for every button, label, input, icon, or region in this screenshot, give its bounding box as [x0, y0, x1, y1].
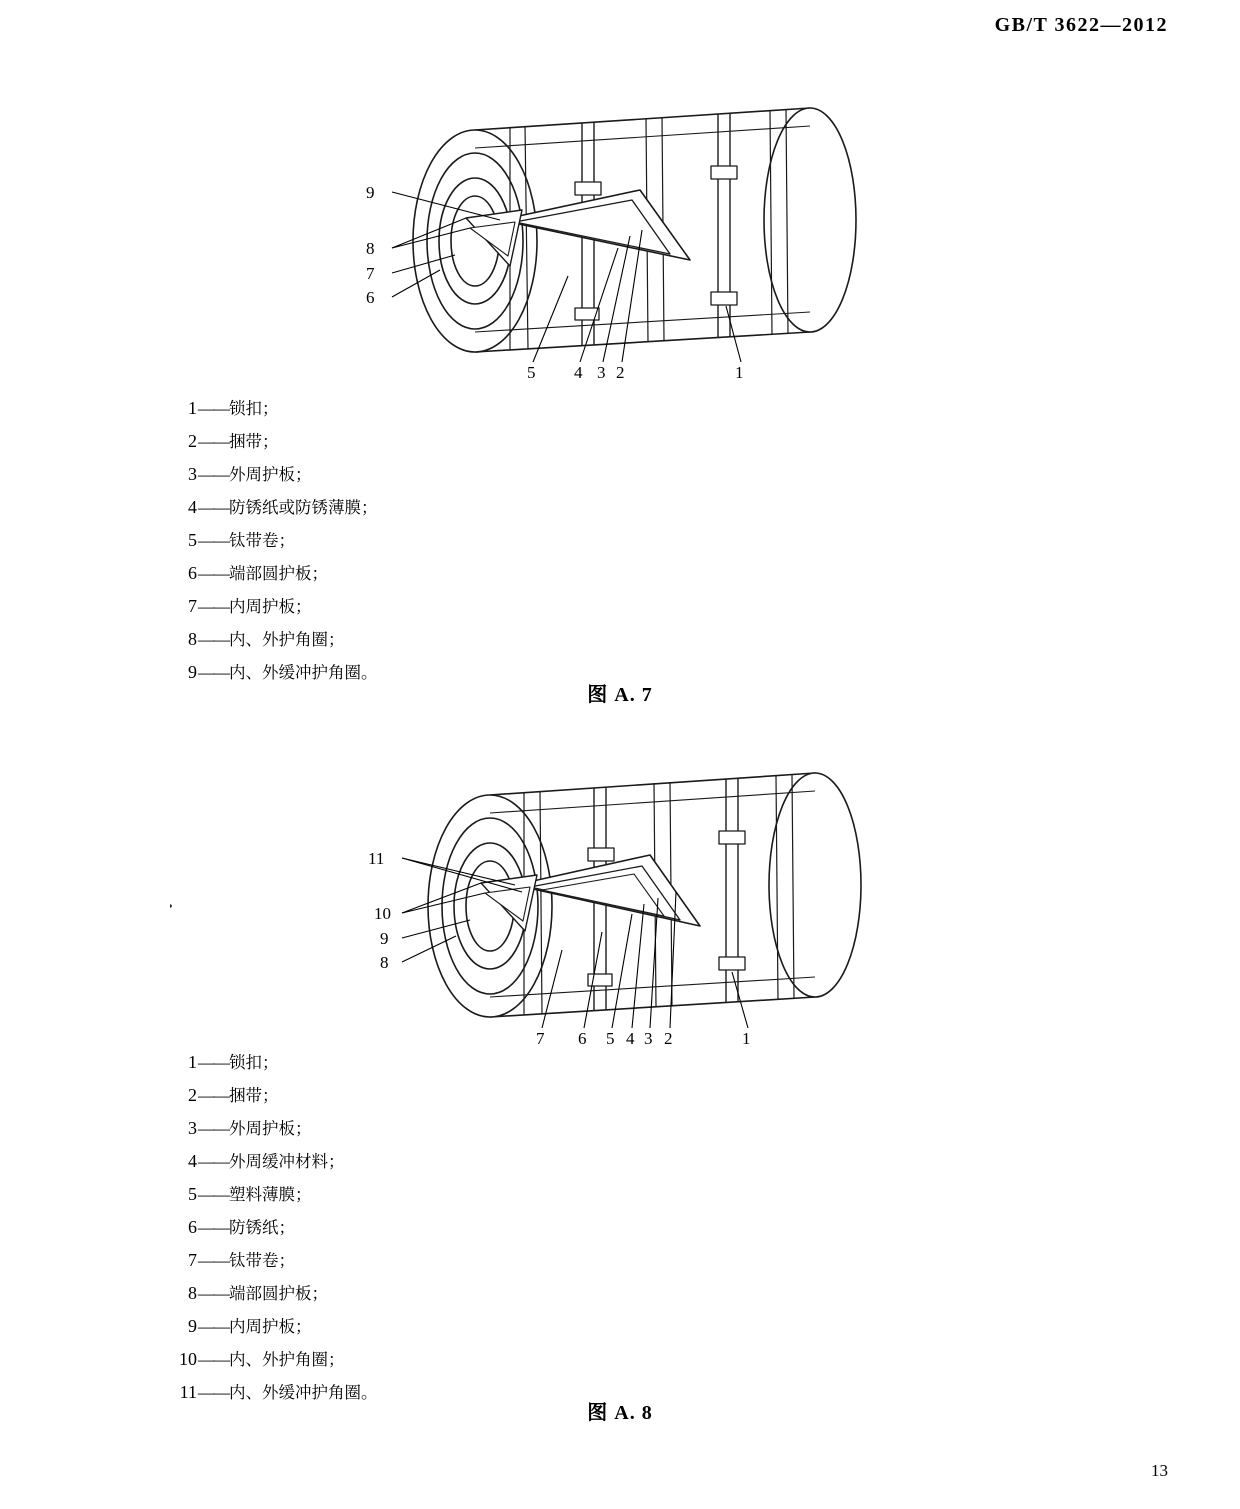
figure-a8-callout-8: 8 [380, 953, 389, 972]
legend-item: 5——塑料薄膜； [175, 1178, 378, 1211]
figure-a7-caption: 图 A. 7 [587, 684, 653, 706]
legend-number: 9 [188, 662, 197, 682]
figure-a7-block [0, 70, 1240, 390]
figure-a8-callout-10: 10 [374, 904, 391, 923]
legend-number: 4 [188, 1151, 197, 1171]
figure-a7-callout-5: 5 [527, 363, 536, 382]
figure-a7-legend [175, 392, 378, 689]
figure-a8-callout-7: 7 [536, 1029, 545, 1048]
legend-number: 1 [188, 1052, 197, 1072]
legend-label: 外周缓冲材料； [229, 1152, 345, 1171]
legend-number: 5 [188, 530, 197, 550]
figure-a8-caption: 图 A. 8 [587, 1402, 653, 1424]
figure-a7-illustration [170, 70, 1070, 390]
legend-item: 9——内、外缓冲护角圈。 [175, 656, 378, 689]
figure-a7-callout-7: 7 [366, 264, 375, 283]
legend-number: 8 [188, 1283, 197, 1303]
figure-a8-callout-6: 6 [578, 1029, 587, 1048]
figure-a8-callout-9: 9 [380, 929, 389, 948]
figure-a7-callout-1: 1 [735, 363, 744, 382]
legend-number: 3 [188, 464, 197, 484]
legend-number: 6 [188, 1217, 197, 1237]
figure-a8-legend [175, 1046, 378, 1409]
legend-label: 内周护板； [229, 1317, 312, 1336]
legend-item: 2——捆带； [175, 425, 378, 458]
legend-label: 防锈纸或防锈薄膜； [229, 498, 378, 517]
figure-a8-illustration [170, 740, 1070, 1060]
figure-a7-callout-2: 2 [616, 363, 625, 382]
figure-a7-callout-8: 8 [366, 239, 375, 258]
legend-label: 端部圆护板； [229, 1284, 328, 1303]
legend-item: 8——内、外护角圈； [175, 623, 378, 656]
figure-a7-callout-3: 3 [597, 363, 606, 382]
legend-item: 8——端部圆护板； [175, 1277, 378, 1310]
page-number: 13 [1151, 1461, 1168, 1480]
legend-label: 钛带卷； [229, 531, 295, 550]
figure-a8-callout-5: 5 [606, 1029, 615, 1048]
legend-item: 1——锁扣； [175, 392, 378, 425]
figure-a7-callout-9: 9 [366, 183, 375, 202]
figure-a8-callout-4: 4 [626, 1029, 635, 1048]
legend-item: 4——外周缓冲材料； [175, 1145, 378, 1178]
legend-label: 防锈纸； [229, 1218, 295, 1237]
figure-a8-callout-11: 11 [368, 849, 385, 868]
legend-label: 内周护板； [229, 597, 312, 616]
legend-number: 2 [188, 1085, 197, 1105]
legend-number: 3 [188, 1118, 197, 1138]
legend-number: 4 [188, 497, 197, 517]
legend-item: 2——捆带； [175, 1079, 378, 1112]
legend-item: 9——内周护板； [175, 1310, 378, 1343]
legend-item: 7——钛带卷； [175, 1244, 378, 1277]
legend-label: 外周护板； [229, 465, 312, 484]
legend-number: 1 [188, 398, 197, 418]
legend-label: 塑料薄膜； [229, 1185, 312, 1204]
figure-a8-block [0, 740, 1240, 1060]
legend-item: 4——防锈纸或防锈薄膜； [175, 491, 378, 524]
legend-item: 3——外周护板； [175, 458, 378, 491]
legend-number: 7 [188, 596, 197, 616]
figure-a8-callout-2: 2 [664, 1029, 673, 1048]
legend-label: 锁扣； [229, 1053, 279, 1072]
figure-a7-callout-6: 6 [366, 288, 375, 307]
legend-label: 锁扣； [229, 399, 279, 418]
legend-label: 端部圆护板； [229, 564, 328, 583]
legend-number: 2 [188, 431, 197, 451]
legend-number: 11 [179, 1382, 197, 1402]
figure-a8-callout-1: 1 [742, 1029, 751, 1048]
legend-label: 捆带； [229, 1086, 279, 1105]
legend-label: 外周护板； [229, 1119, 312, 1138]
legend-label: 内、外缓冲护角圈。 [229, 1383, 378, 1402]
legend-label: 内、外护角圈； [229, 1350, 345, 1369]
legend-number: 10 [179, 1349, 197, 1369]
legend-item: 10——内、外护角圈； [175, 1343, 378, 1376]
legend-number: 8 [188, 629, 197, 649]
legend-item: 7——内周护板； [175, 590, 378, 623]
legend-item: 11——内、外缓冲护角圈。 [175, 1376, 378, 1409]
legend-label: 内、外缓冲护角圈。 [229, 663, 378, 682]
legend-number: 5 [188, 1184, 197, 1204]
legend-item: 6——防锈纸； [175, 1211, 378, 1244]
legend-label: 内、外护角圈； [229, 630, 345, 649]
figure-a8-callout-3: 3 [644, 1029, 653, 1048]
legend-number: 7 [188, 1250, 197, 1270]
legend-item: 6——端部圆护板； [175, 557, 378, 590]
legend-item: 1——锁扣； [175, 1046, 378, 1079]
legend-item: 5——钛带卷； [175, 524, 378, 557]
figure-a7-callout-4: 4 [574, 363, 583, 382]
legend-number: 6 [188, 563, 197, 583]
page-header-standard-number: GB/T 3622—2012 [994, 14, 1168, 36]
legend-label: 钛带卷； [229, 1251, 295, 1270]
legend-item: 3——外周护板； [175, 1112, 378, 1145]
legend-number: 9 [188, 1316, 197, 1336]
legend-label: 捆带； [229, 432, 279, 451]
